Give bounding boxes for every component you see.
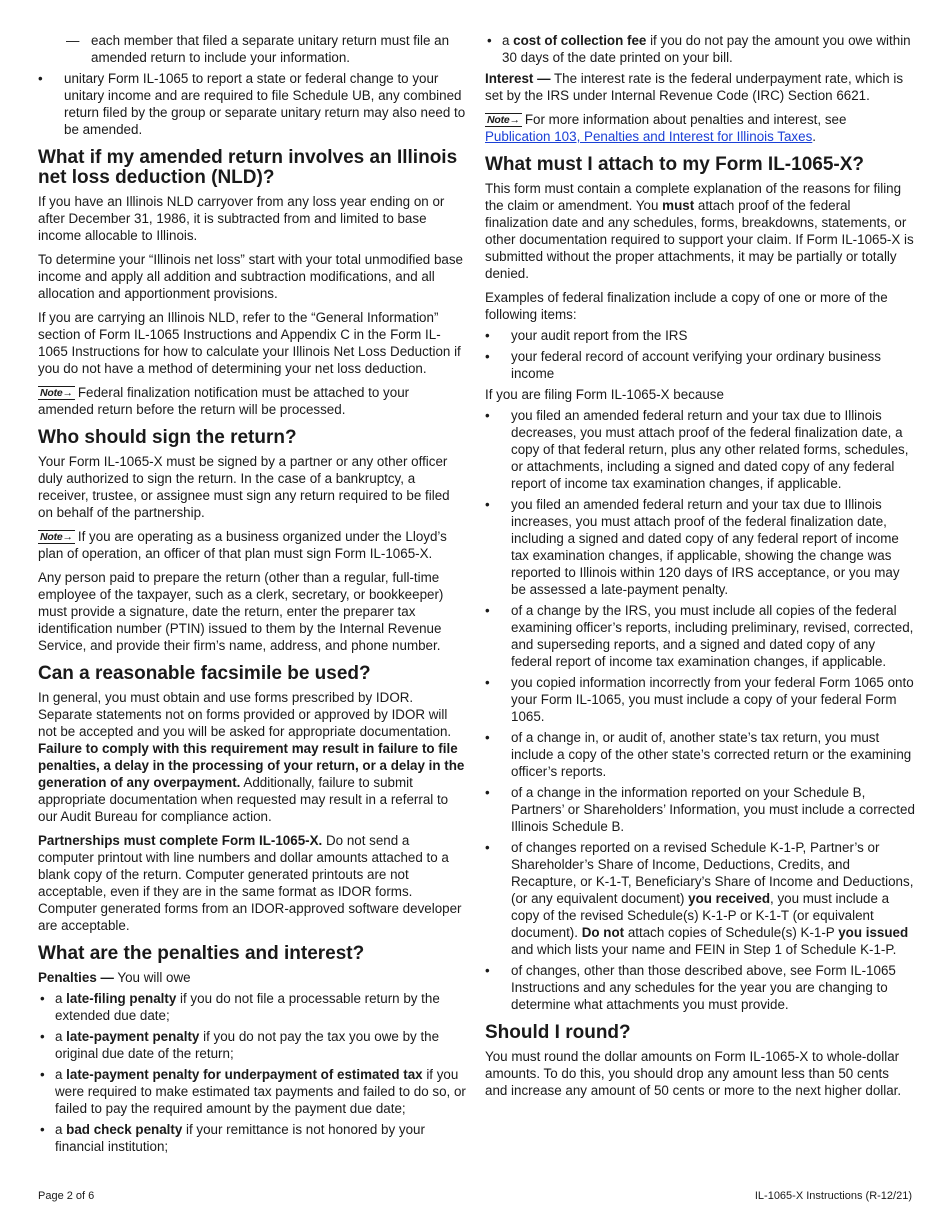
note-paragraph: Note→ For more information about penalties and interest, see Publication 103, Penalties and Interest for Illinois Taxes.: [485, 112, 847, 144]
list-item-text: you filed an amended federal return and your tax due to Illinois increases, you must attach proof of the federal finalization date, including a signed and dated copy of any federal report of income tax examination changes, if applicable, showing the change was reported to Illinois within 120 days of IRS acceptance, or you may be assessed a late-payment penalty.: [511, 497, 900, 597]
paragraph: If you are filing Form IL-1065-X because: [485, 387, 724, 402]
footer-form-id: IL-1065-X Instructions (R-12/21): [754, 1190, 912, 1202]
list-item: [485, 327, 915, 344]
bold-text: Partnerships must complete Form IL-1065-X.: [38, 833, 323, 848]
bullet: •: [485, 730, 490, 745]
paragraph: Any person paid to prepare the return (other than a regular, full-time employee of the taxpayer, such as a clerk, secretary, or bookkeeper) must provide a signature, date the return, enter the preparer tax identification number (PTIN) issued to them by the Internal Revenue Service, and provide their firm’s name, address, and phone number.: [38, 570, 444, 653]
list-item: [485, 674, 915, 725]
list-item: [485, 348, 915, 382]
bullet: •: [485, 349, 490, 364]
bold-text: late-payment penalty: [66, 1029, 200, 1044]
note-text: If you are operating as a business organized under the Lloyd’s plan of operation, an officer of that plan must sign Form IL-1065-X.: [38, 529, 447, 561]
list-item: • a late-payment penalty if you do not pay the tax you owe by the original due date of the return;: [40, 1029, 440, 1061]
bullet: •: [40, 1067, 45, 1082]
paragraph: [485, 70, 915, 104]
list-item: • a late-filing penalty if you do not file a processable return by the extended due date;: [40, 991, 440, 1023]
bullet: •: [40, 991, 45, 1006]
text-run: attach proof of the federal finalization date and any schedules, forms, breakdowns, statements, or other documentation required to support your claim. If Form IL-1065-X is submitted without the proper attachments, it may be partially or totally denied.: [485, 198, 914, 281]
text-run: In general, you must obtain and use forms prescribed by IDOR. Separate statements not on forms provided or approved by IDOR will not be accepted and you will be asked for appropriate documentation.: [38, 690, 452, 739]
paragraph: [38, 832, 468, 934]
paragraph: To determine your “Illinois net loss” start with your total unmodified base income and apply all addition and subtraction modifications, and all allocation and apportionment provisions.: [38, 252, 463, 301]
text-run: This form must contain a complete explanation of the reasons for filing the claim or amendment. You: [485, 181, 902, 213]
bold-text: Interest —: [485, 71, 551, 86]
list-item: [485, 962, 915, 1013]
bold-text: late-payment penalty for underpayment of estimated tax: [66, 1067, 423, 1082]
note-text: For more information about penalties and interest, see: [524, 112, 847, 127]
heading-nld: What if my amended return involves an Illinois net loss deduction (NLD)?: [38, 147, 458, 188]
note-paragraph: [38, 384, 468, 418]
bullet: •: [485, 785, 490, 800]
list-item: [38, 32, 468, 66]
bullet: •: [485, 840, 490, 855]
heading-round: Should I round?: [485, 1022, 631, 1043]
right-column: [485, 32, 915, 1106]
bullet: •: [38, 71, 43, 86]
list-item: [485, 729, 915, 780]
publication-103-link[interactable]: Publication 103, Penalties and Interest for Illinois Taxes: [485, 129, 813, 144]
paragraph: [485, 180, 915, 282]
heading-facsimile: Can a reasonable facsimile be used?: [38, 663, 371, 684]
bullet: •: [485, 497, 490, 512]
bullet: •: [485, 963, 490, 978]
note-paragraph: [38, 528, 468, 562]
list-item-text: of changes, other than those described above, see Form IL-1065 Instructions and any schedules for the year you are changing to determine what attachments you must provide.: [511, 963, 896, 1012]
list-item-text: your federal record of account verifying your ordinary business income: [511, 349, 881, 381]
footer-page-number: Page 2 of 6: [38, 1190, 95, 1202]
text-run: You will owe: [113, 970, 191, 985]
list-item: • a late-payment penalty for underpayment of estimated tax if you were required to make estimated tax payments and failed to do so, or failed to pay the required amount by the payment due date;: [40, 1067, 466, 1116]
paragraph: You must round the dollar amounts on Form IL-1065-X to whole-dollar amounts. To do this, you should drop any amount less than 50 cents and increase any amount of 50 cents or more to the next higher dollar.: [485, 1049, 902, 1098]
paragraph: If you are carrying an Illinois NLD, refer to the “General Information” section of Form IL-1065 Instructions and Appendix C in the Form IL-1065 Instructions for how to calculate your Illinois Net Loss Deduction if you do not have a method of determining your net loss deduction.: [38, 310, 461, 376]
heading-sign: Who should sign the return?: [38, 427, 297, 448]
list-item-text: your audit report from the IRS: [511, 328, 688, 343]
note-icon: Note→: [487, 114, 520, 126]
list-item-text: of a change in the information reported on your Schedule B, Partners’ or Shareholders’ Information, you must include a corrected Illinois Schedule B.: [511, 785, 915, 834]
dash-bullet: —: [66, 33, 80, 48]
text-run: Additionally, failure to submit appropriate documentation when requested may result in a referral to our Audit Bureau for compliance action.: [38, 775, 449, 824]
paragraph: Your Form IL-1065-X must be signed by a partner or any other officer duly authorized to sign the return. In the case of a bankruptcy, a receiver, trustee, or assignee must sign any return required to be filed on behalf of the partnership.: [38, 454, 450, 520]
list-item-text: each member that filed a separate unitary return must file an amended return to include your information.: [91, 33, 450, 65]
paragraph: [38, 689, 468, 825]
list-item: • of changes reported on a revised Schedule K-1-P, Partner’s or Shareholder’s Share of Income, Deductions, Credits, and Recapture, or K-1-T, Beneficiary’s Share of Income and Deductions, (or any equivalent document) you received, you must include a copy of the revised Schedule(s) K-1-P or K-1-T (or equivalent document). Do not attach copies of Schedule(s) K-1-P you issued and which lists your name and FEIN in Step 1 of Schedule K-1-P.: [485, 840, 914, 957]
bold-text: Failure to comply with this requirement may result in failure to file penalties, a delay in the processing of your return, or a delay in the generation of any overpayment.: [38, 741, 465, 790]
paragraph: [38, 969, 468, 986]
bold-text: cost of collection fee: [513, 33, 647, 48]
bold-text: Penalties —: [38, 970, 114, 985]
paragraph: If you have an Illinois NLD carryover from any loss year ending on or after December 31, 1986, it is subtracted from and limited to base income allocable to Illinois.: [38, 194, 445, 243]
list-item-text: you filed an amended federal return and your tax due to Illinois decreases, you must attach proof of the federal finalization date, a copy of that federal return, plus any other related forms, schedules, or attachments, including a signed and dated copy of any federal report of income tax examination changes, if applicable.: [511, 408, 909, 491]
bullet: •: [485, 675, 490, 690]
bullet: •: [487, 33, 492, 48]
bold-text: bad check penalty: [66, 1122, 183, 1137]
note-text: Federal finalization notification must be attached to your amended return before the return will be processed.: [38, 385, 410, 417]
list-item: [485, 784, 915, 835]
note-icon: Note→: [40, 531, 73, 543]
bullet: •: [40, 1029, 45, 1044]
list-item: • a cost of collection fee if you do not pay the amount you owe within 30 days of the date printed on your bill.: [487, 33, 911, 65]
list-item: [485, 496, 915, 598]
text-run: The interest rate is the federal underpayment rate, which is set by the IRS under Internal Revenue Code (IRC) Section 6621.: [485, 71, 904, 103]
text-run: Do not send a computer printout with line numbers and dollar amounts attached to a blank copy of the return. Computer generated printouts are not acceptable, even if they are in the same format as IDOR forms. Computer generated forms from an IDOR-approved software developer are acceptable.: [38, 833, 462, 933]
bullet: •: [40, 1122, 45, 1137]
bullet: •: [485, 328, 490, 343]
heading-attach: What must I attach to my Form IL-1065-X?: [485, 154, 864, 175]
bold-text: Do not: [581, 925, 625, 940]
bullet: •: [485, 603, 490, 618]
bold-text: must: [662, 198, 695, 213]
list-item-text: of a change by the IRS, you must include all copies of the federal examining officer’s reports, including preliminary, revised, corrected, and superseding reports, and a signed and dated copy of any federal report of income tax examination changes, if applicable.: [511, 603, 914, 669]
list-item: • a bad check penalty if your remittance is not honored by your financial institution;: [40, 1122, 425, 1154]
list-item: [485, 407, 915, 492]
list-item-text: unitary Form IL-1065 to report a state or federal change to your unitary income and are required to file Schedule UB, any combined return filed by the group or separate unitary return may also need to be amended.: [64, 71, 466, 137]
bold-text: you received: [688, 891, 771, 906]
heading-penalties: What are the penalties and interest?: [38, 943, 365, 964]
note-icon: Note→: [40, 387, 73, 399]
left-column: [38, 32, 468, 1159]
list-item: [38, 70, 468, 138]
list-item-text: of a change in, or audit of, another state’s tax return, you must include a copy of the other state’s corrected return or the examining officer’s reports.: [511, 730, 912, 779]
bullet: •: [485, 408, 490, 423]
bold-text: late-filing penalty: [66, 991, 177, 1006]
list-item-text: you copied information incorrectly from your federal Form 1065 onto your Form IL-1065, you must include a copy of your federal Form 1065.: [511, 675, 914, 724]
bold-text: you issued: [838, 925, 909, 940]
list-item: [485, 602, 915, 670]
paragraph: Examples of federal finalization include a copy of one or more of the following items:: [485, 290, 888, 322]
